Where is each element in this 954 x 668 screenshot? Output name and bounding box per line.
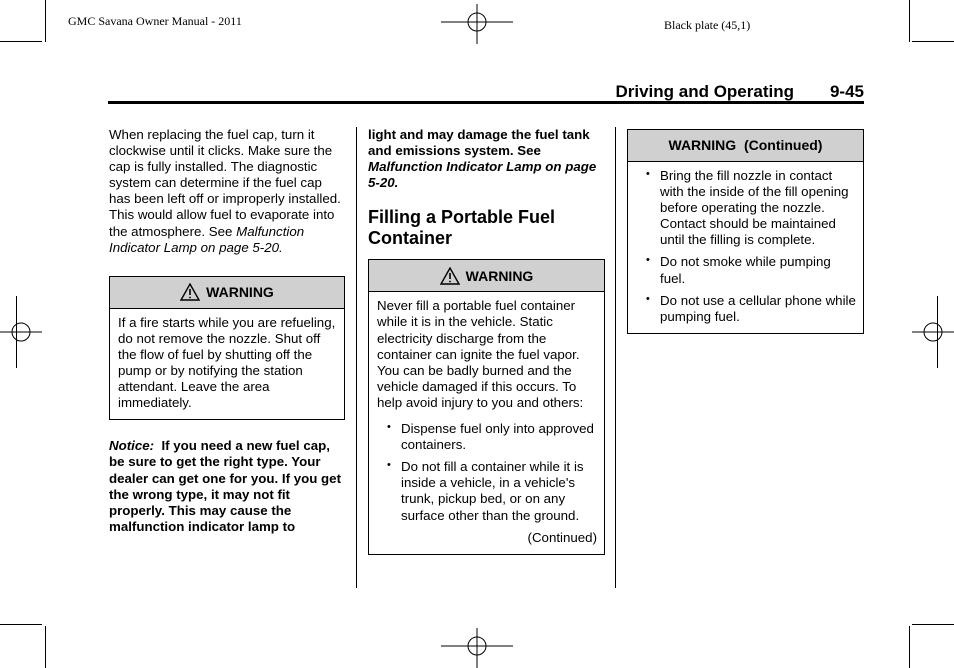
registration-mark-icon: [441, 4, 513, 44]
registration-mark-icon: [912, 312, 954, 352]
warning-bullet-list: [377, 421, 597, 524]
notice-paragraph: [109, 438, 345, 535]
notice-continued-text: light and may damage the fuel tank and emissions system. See: [368, 127, 590, 159]
warning-box: [627, 129, 864, 334]
cross-reference-link[interactable]: Malfunction Indicator Lamp on page 5-20.: [368, 159, 597, 191]
notice-text: If you need a new fuel cap, be sure to get the right type. Your dealer can get one for you. If you get the wrong type, it may not fit properly. This may cause the malfunction indicator lamp to: [109, 438, 341, 534]
column-divider: [356, 127, 357, 588]
warning-box: [368, 259, 605, 554]
warning-triangle-icon: [180, 283, 200, 301]
warning-body: [369, 292, 604, 553]
registration-mark-icon: [0, 312, 42, 352]
list-item: • Do not use a cellular phone while pumping fuel.: [636, 293, 856, 325]
crop-mark: [45, 626, 46, 668]
column-2: [368, 127, 605, 555]
warning-bullet-list: [636, 168, 856, 325]
warning-header: [110, 277, 344, 309]
warning-body: If a fire starts while you are refueling, do not remove the nozzle. Shut off the flow of fuel by shutting off the pump or by notifying the station attendant. Leave the area immediately.: [118, 314, 336, 411]
continued-label: (Continued): [527, 529, 597, 545]
fuel-cap-paragraph: [109, 127, 345, 256]
crop-mark: [912, 624, 954, 625]
warning-title: WARNING: [206, 284, 274, 301]
list-item: • Do not smoke while pumping fuel.: [636, 254, 856, 286]
crop-mark: [45, 0, 46, 42]
header-rule: [108, 101, 864, 104]
warning-triangle-icon: [440, 267, 460, 285]
column-3: [627, 129, 864, 334]
list-item: • Do not fill a container while it is inside a vehicle, in a vehicle's trunk, pickup bed, or on any surface other than the ground.: [377, 459, 597, 523]
crop-mark: [912, 41, 954, 42]
warning-text: Never fill a portable fuel container while it is in the vehicle. Static electricity discharge from the container can ignite the fuel vapor. You can be badly burned and the vehicle damaged if this occurs. To help avoid injury to you and others:: [377, 298, 584, 410]
crop-mark: [909, 626, 910, 668]
registration-mark-icon: [441, 628, 513, 668]
plate-title: GMC Savana Owner Manual - 2011: [68, 14, 242, 28]
warning-title: WARNING (Continued): [668, 137, 823, 154]
list-item: • Bring the fill nozzle in contact with the inside of the fill opening before operating the nozzle. Contact should be maintained until the filling is complete.: [636, 168, 856, 248]
section-title: Driving and Operating: [615, 82, 794, 101]
warning-header: [369, 260, 604, 292]
warning-box: [109, 276, 345, 421]
notice-label: Notice:: [109, 438, 155, 454]
column-divider: [615, 127, 616, 588]
warning-title: WARNING: [465, 267, 534, 284]
plate-info: Black plate (45,1): [664, 18, 751, 32]
list-item: • Dispense fuel only into approved containers.: [377, 421, 597, 453]
crop-mark: [909, 0, 910, 42]
warning-body: [628, 168, 863, 333]
paragraph-text: When replacing the fuel cap, turn it clockwise until it clicks. Make sure the cap is fully installed. The diagnostic system can determine if the fuel cap has been left off or improperly installed. This would allow fuel to evaporate into the atmosphere. See: [109, 127, 341, 239]
cross-reference-link[interactable]: Malfunction Indicator Lamp on page 5-20.: [109, 223, 305, 255]
warning-header: [628, 130, 863, 162]
crop-mark: [0, 624, 42, 625]
page-number: 9-45: [829, 82, 864, 101]
notice-continued: [368, 127, 605, 191]
crop-mark: [0, 41, 42, 42]
section-heading: Filling a Portable Fuel Container: [368, 207, 556, 249]
column-1: [109, 127, 345, 535]
